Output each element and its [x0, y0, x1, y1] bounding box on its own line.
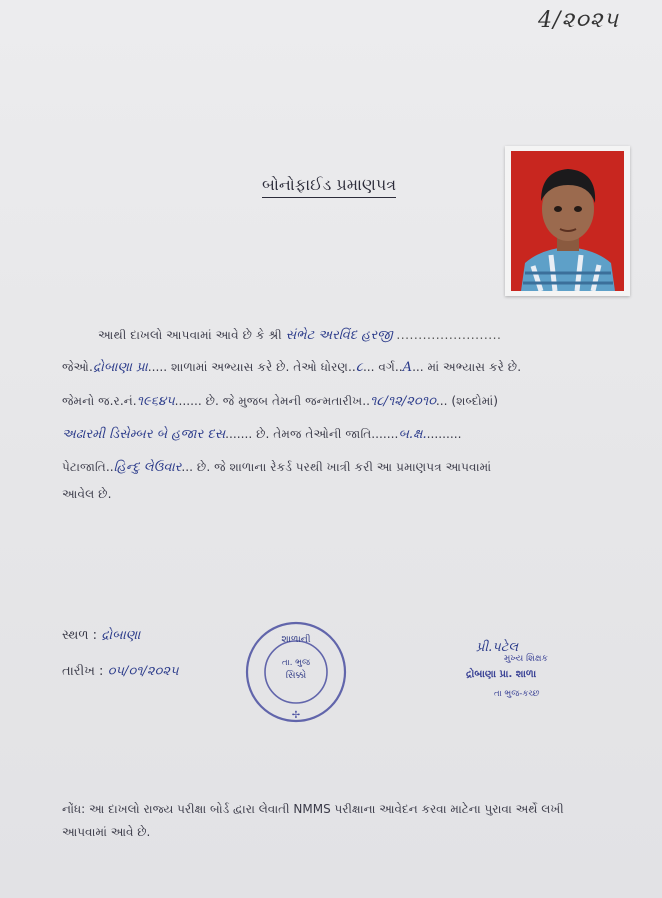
division: A	[402, 360, 413, 375]
date-row	[62, 664, 179, 679]
line2-a: જેઓ.	[62, 360, 93, 374]
line5-a: પેટાજાતિ..	[62, 460, 114, 474]
headmaster-signature-stamp	[460, 640, 590, 710]
line2-b: ..... શાળામાં અભ્યાસ કરે છે. તેઓ ધોરણ..	[147, 360, 356, 374]
line3-a: જેમનો જ.ર.નં.	[62, 394, 137, 408]
place-label: સ્થળ :	[62, 628, 98, 643]
line-3	[62, 394, 637, 409]
student-name: સંભેટ અરવિંદ હરજી	[285, 328, 393, 343]
signature-title-1: મુખ્ય શિક્ષક	[504, 654, 548, 664]
seal-line-2: તા. ભુજ	[282, 658, 310, 668]
line-1	[98, 328, 636, 343]
line3-c: ... (શબ્દોમાં)	[435, 394, 499, 408]
line4-c: .........	[426, 427, 462, 441]
standard: ૮	[355, 360, 363, 375]
line5-b: ... છે. જે શાળાના રેકર્ડ પરથી ખાત્રી કરી આ પ્રમાણપત્ર આપવામાં	[181, 460, 492, 474]
date-value: ૦૫/૦૧/૨૦૨૫	[107, 664, 179, 679]
seal-line-1: શાળાની	[281, 634, 311, 645]
birth-date: ૧૮/૧૨/૨૦૧૦	[369, 394, 436, 409]
line-5	[62, 460, 637, 475]
student-portrait	[511, 151, 624, 291]
date-label: તારીખ :	[62, 664, 104, 679]
signature-title-2: દ્રોબાણા પ્રા. શાળા	[466, 669, 537, 680]
signature-name: પ્રી.પટેલ	[476, 640, 519, 655]
footnote-line-2: આપવામાં આવે છે.	[62, 825, 151, 839]
line2-c: ... વર્ગ..	[362, 360, 403, 374]
line1-prefix: આથી દાખલો આપવામાં આવે છે કે શ્રી	[98, 328, 282, 342]
line2-d: ... માં અભ્યાસ કરે છે.	[412, 360, 522, 374]
signature-title-3: તા ભુજ-કચ્છ	[494, 689, 540, 699]
line-6: આવેલ છે.	[62, 487, 112, 501]
register-number: ૧૯૬૪૫	[136, 394, 175, 409]
footnote	[62, 798, 602, 844]
line-4	[62, 427, 637, 442]
line3-b: ....... છે. જે મુજબ તેમની જન્મતારીખ..	[174, 394, 370, 408]
footnote-line-1: નોંધ: આ દાખલો રાજ્ય પરીક્ષા બોર્ડ દ્વારા લેવાતી NMMS પરીક્ષાના આવેદન કરવા માટેના પુરાવા અર્થે લખી	[62, 802, 564, 816]
line1-dots: ........................	[396, 328, 502, 342]
birth-date-words: અઢારમી ડિસેમ્બર બે હજાર દસ	[62, 427, 226, 442]
certificate-title: બોનોફાઈડ પ્રમાણપત્ર	[262, 175, 396, 198]
top-note: 4/૨૦૨૫	[538, 8, 619, 33]
seal-line-3: સિક્કો	[285, 670, 307, 681]
place-row	[62, 628, 140, 643]
school-name: દ્રોબાણા પ્રા	[92, 360, 148, 375]
sub-caste: હિન્દુ લેઉવાર	[113, 460, 182, 475]
school-seal	[244, 620, 348, 724]
student-photo	[505, 146, 630, 296]
line4-b: ....... છે. તેમજ તેઓની જાતિ.......	[225, 427, 399, 441]
place-value: દ્રોબાણા	[101, 628, 141, 643]
line-2	[62, 360, 637, 375]
caste: બ.ક્ષ.	[398, 427, 427, 442]
svg-text:✢: ✢	[291, 710, 301, 721]
